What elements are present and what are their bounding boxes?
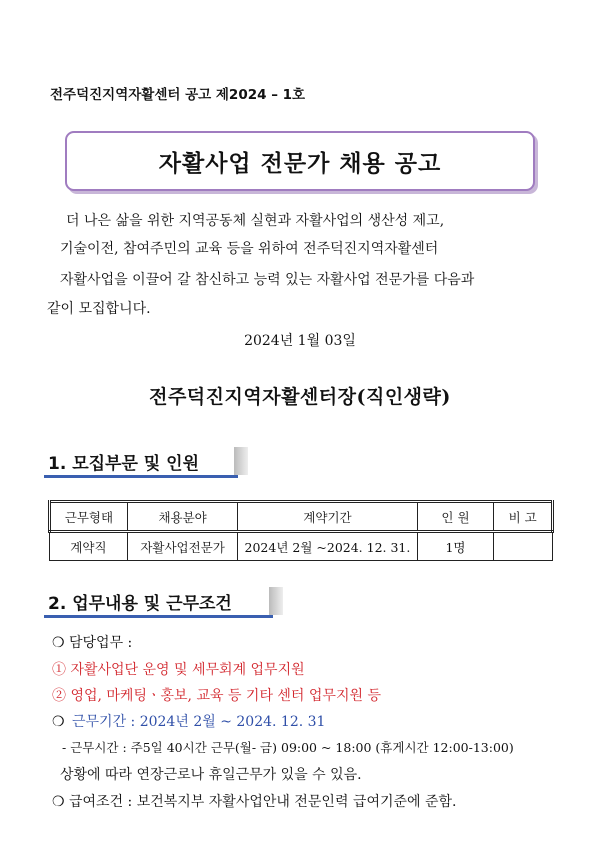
header-employment-type: 근무형태 <box>50 502 128 532</box>
header-contract-period: 계약기간 <box>238 502 417 532</box>
header-field: 채용분야 <box>127 502 238 532</box>
header-remarks: 비 고 <box>494 502 553 532</box>
duty-item-2: ② 영업, 마케팅ㆍ홍보, 교육 등 기타 센터 업무지원 등 <box>52 688 381 704</box>
cell-contract-period: 2024년 2월 ~2024. 12. 31. <box>238 532 417 561</box>
section-2-heading-text: 2. 업무내용 및 근무조건 <box>48 593 232 614</box>
notice-date: 2024년 1월 03일 <box>244 333 356 349</box>
heading-underline <box>44 475 238 478</box>
recruit-table <box>48 500 554 561</box>
intro-line-2: 기술이전, 참여주민의 교육 등을 위하여 전주덕진지역자활센터 <box>60 241 439 257</box>
section-1-heading <box>44 447 238 475</box>
intro-line-3: 자활사업을 이끌어 갈 참신하고 능력 있는 자활사업 전문가를 다음과 <box>60 272 475 288</box>
work-hours: - 근무시간 : 주5일 40시간 근무(월- 금) 09:00 ~ 18:00 (휴게시간 12:00-13:00) <box>62 740 514 755</box>
title-box <box>65 131 535 191</box>
intro-line-1: 더 나은 삶을 위한 지역공동체 실현과 자활사업의 생산성 제고, <box>66 213 445 229</box>
duty-item-1: ① 자활사업단 운영 및 세무회계 업무지원 <box>52 662 305 678</box>
heading-shade <box>234 447 248 475</box>
cell-field: 자활사업전문가 <box>127 532 238 561</box>
intro-line-4: 같이 모집합니다. <box>47 301 151 317</box>
heading-shade <box>269 587 283 615</box>
signer: 전주덕진지역자활센터장(직인생략) <box>149 386 451 408</box>
section-1-heading-text: 1. 모집부문 및 인원 <box>48 453 199 474</box>
period-bullet: ❍ <box>52 714 65 730</box>
work-hours-note: 상황에 따라 연장근로나 휴일근무가 있을 수 있음. <box>60 767 362 783</box>
page-title: 자활사업 전문가 채용 공고 <box>158 150 442 177</box>
table-row <box>50 532 553 561</box>
cell-remarks <box>494 532 553 561</box>
header-headcount: 인 원 <box>417 502 494 532</box>
cell-employment-type: 계약직 <box>50 532 128 561</box>
table-header-row <box>50 502 553 532</box>
section-2-heading <box>44 587 273 615</box>
duty-heading: ❍ 담당업무 : <box>52 635 133 651</box>
cell-headcount: 1명 <box>417 532 494 561</box>
notice-number: 전주덕진지역자활센터 공고 제2024 – 1호 <box>50 87 306 103</box>
heading-underline <box>44 615 273 618</box>
salary-conditions: ❍ 급여조건 : 보건복지부 자활사업안내 전문인력 급여기준에 준함. <box>52 794 457 810</box>
work-period-text: 근무기간 : 2024년 2월 ~ 2024. 12. 31 <box>72 714 326 730</box>
work-period <box>52 711 325 731</box>
